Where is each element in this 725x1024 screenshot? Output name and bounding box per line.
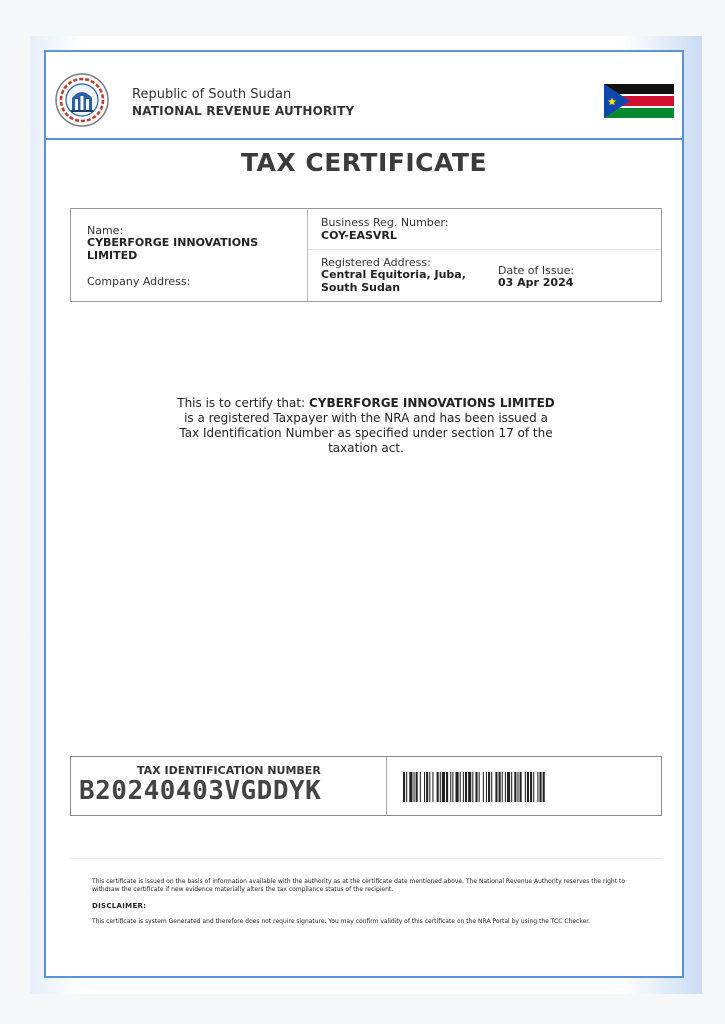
barcode-bar <box>537 772 538 802</box>
barcode-bar <box>416 772 418 802</box>
barcode-bar <box>409 772 412 802</box>
date-of-issue-value: 03 Apr 2024 <box>498 276 574 289</box>
certify-suffix: is a registered Taxpayer with the NRA and has been issued a Tax Identification Number as specified under section 17 of the taxation act. <box>179 411 553 455</box>
barcode-bar <box>468 772 471 802</box>
barcode-icon <box>403 772 647 802</box>
disclaimer-text: This certificate is system Generated and therefore does not require signature. You may confirm validity of this certificate on the NRA Portal by using the TCC Checker. <box>92 918 591 925</box>
barcode-bar <box>527 772 529 802</box>
barcode-bar <box>420 772 421 802</box>
business-reg-value: COY-EASVRL <box>321 229 397 242</box>
barcode-bar <box>426 772 428 802</box>
business-reg-label: Business Reg. Number: <box>321 216 449 229</box>
barcode-bar <box>540 772 542 802</box>
barcode-bar <box>452 772 453 802</box>
registered-address-label: Registered Address: <box>321 256 431 269</box>
barcode-bar <box>442 772 445 802</box>
south-sudan-flag-icon <box>604 84 674 118</box>
barcode-bar <box>450 772 451 802</box>
barcode-bar <box>472 772 473 802</box>
date-of-issue-label: Date of Issue: <box>498 264 575 277</box>
barcode-bar <box>517 772 518 802</box>
certificate-frame <box>44 50 684 978</box>
barcode-bar <box>403 772 405 802</box>
certificate-title: TAX CERTIFICATE <box>240 148 488 177</box>
country-name: Republic of South Sudan <box>132 87 292 102</box>
barcode-bar <box>499 772 501 802</box>
certification-statement <box>176 396 556 456</box>
info-divider <box>308 249 661 250</box>
barcode-bar <box>429 772 430 802</box>
barcode-bar <box>406 772 407 802</box>
barcode-bar <box>495 772 497 802</box>
taxpayer-info-box <box>70 208 662 302</box>
issuance-note: This certificate is issued on the basis of information available with the authority as at the certificate date mentioned above. The National Revenue Authority reserves the right to withdraw the certificate if new evidence materially alters the tax compliance status of the recipient. <box>92 878 626 893</box>
certificate-header <box>46 52 682 140</box>
nra-seal-icon <box>54 72 110 128</box>
barcode-bar <box>543 772 545 802</box>
authority-title: NATIONAL REVENUE AUTHORITY <box>132 104 355 118</box>
barcode-bar <box>514 772 516 802</box>
barcode-bar <box>530 772 532 802</box>
barcode-bar <box>486 772 487 802</box>
barcode-bar <box>432 772 433 802</box>
barcode-bar <box>491 772 492 802</box>
barcode-bar <box>525 772 526 802</box>
barcode-bar <box>440 772 441 802</box>
registered-address-value: Central Equitoria, Juba, South Sudan <box>321 268 466 294</box>
barcode-bar <box>502 772 503 802</box>
barcode-bar <box>511 772 512 802</box>
barcode-bar <box>520 772 522 802</box>
name-value: CYBERFORGE INNOVATIONS LIMITED <box>87 236 259 262</box>
tin-value: B20240403VGDDYK <box>79 776 322 806</box>
certify-prefix: This is to certify that: <box>177 396 309 410</box>
company-address-label: Company Address: <box>87 275 191 288</box>
authority-name <box>132 87 354 118</box>
barcode-bar <box>533 772 534 802</box>
name-label: Name: <box>87 224 124 237</box>
barcode-bar <box>414 772 415 802</box>
disclaimer-label: DISCLAIMER: <box>92 902 147 910</box>
tin-box <box>70 756 662 816</box>
barcode-bar <box>424 772 425 802</box>
barcode-bar <box>456 772 459 802</box>
barcode-bar <box>460 772 461 802</box>
barcode-bar <box>483 772 484 802</box>
certify-company: CYBERFORGE INNOVATIONS LIMITED <box>308 396 555 410</box>
footer-divider <box>70 858 662 859</box>
barcode-bar <box>437 772 439 802</box>
tin-label: TAX IDENTIFICATION NUMBER <box>137 764 321 777</box>
barcode-bar <box>463 772 464 802</box>
barcode-bar <box>505 772 506 802</box>
barcode-bar <box>465 772 467 802</box>
barcode-bar <box>446 772 448 802</box>
barcode-bar <box>507 772 510 802</box>
barcode-bar <box>488 772 490 802</box>
barcode-bar <box>479 772 480 802</box>
barcode-bar <box>475 772 477 802</box>
